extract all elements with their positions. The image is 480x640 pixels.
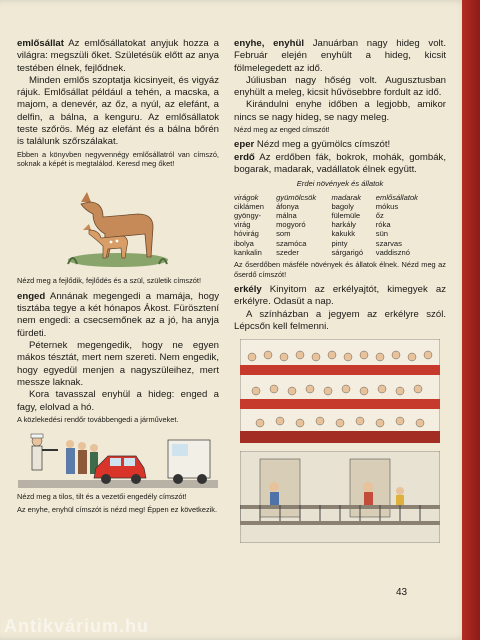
see-also: Az enyhe, enyhül címszót is nézd meg! Éppen ez következik. — [17, 504, 218, 514]
table-title: Erdei növények és állatok — [296, 179, 384, 189]
red-book-edge — [462, 0, 480, 640]
entry-text: Januárban nagy hideg volt. Február elején enyhült a hideg, kicsit fölmelegedett az idő. — [234, 38, 447, 74]
table-cell: pinty — [331, 238, 348, 248]
entry-emlosallat — [17, 38, 219, 75]
entry-text: Az erdőben fák, bokrok, mohák, gombák, bogarak, madarak, vadállatok élnek együtt. — [234, 151, 446, 176]
headword: eper — [234, 139, 255, 151]
table-cell: kakukk — [331, 229, 356, 239]
note: Ebben a könyvben negyvennégy emlősállatról van címszó, soknak a képét is megtalálod. Keresd meg őket! — [17, 149, 219, 169]
theatre-balcony-illustration — [240, 339, 440, 443]
watermark: Antikvárium.hu — [4, 616, 150, 636]
entry-text: Nézd meg a gyümölcs címszót! — [254, 139, 391, 151]
headword: enyhe, enyhül — [234, 38, 305, 49]
table-header-cell: madarak — [331, 192, 361, 202]
table-cell: hóvirág — [234, 229, 259, 239]
right-column — [234, 38, 446, 547]
table-row — [234, 239, 434, 248]
table-cell: sárgarigó — [331, 247, 364, 257]
see-also: Nézd meg az enged címszót! — [234, 125, 330, 135]
see-also: Az őserdőben másféle növények és állatok élnek. Nézd meg az őserdő címszót! — [234, 260, 446, 279]
caption: A közlekedési rendőr továbbengedi a járműveket. — [17, 414, 179, 424]
table-cell: bagoly — [331, 201, 354, 211]
entry-enyhe — [234, 38, 446, 75]
entry-text: Annának megengedi a mamája, hogy tisztába tegye a két hónapos Ákost. Fürösztení nem engedi: a csecsemőnek az a jó, ha anyja fürdeti. — [17, 290, 219, 339]
table-header-cell: virágok — [234, 192, 259, 202]
table-cell: áfonya — [276, 201, 299, 211]
deer-illustration — [63, 172, 173, 272]
table-cell: virág — [234, 220, 251, 230]
entry-enged — [17, 291, 219, 340]
see-also: Nézd meg a tilos, tilt és a vezetői engedély címszót! — [17, 492, 187, 502]
house-balcony-illustration — [240, 451, 440, 543]
see-also: Nézd meg a fejlődik, fejlődés és a szül, születik címszót! — [17, 276, 202, 286]
forest-table — [234, 193, 434, 257]
table-header-cell: gyümölcsök — [276, 192, 317, 202]
headword: erdő — [234, 151, 255, 163]
left-column — [17, 38, 219, 514]
table-row — [234, 229, 434, 238]
table-cell: szarvas — [375, 238, 402, 248]
table-cell: mókus — [375, 201, 399, 211]
entry-eper — [234, 139, 446, 151]
table-cell: kankalin — [234, 247, 262, 257]
paragraph: Kirándulni enyhe időben a legjobb, amikor nincs se nagy hideg, se nagy meleg. — [234, 99, 446, 123]
page-number: 43 — [396, 587, 408, 598]
table-row — [234, 202, 434, 211]
paragraph: Kora tavasszal enyhül a hideg: enged a fagy, elolvad a hó. — [17, 389, 219, 413]
table-header-row — [234, 193, 434, 202]
table-cell: gyöngy- — [234, 211, 262, 221]
table-cell: szeder — [276, 247, 299, 257]
entry-text: Kinyitom az erkélyajtót, kimegyek az erkélyre. Odasüt a nap. — [234, 283, 446, 308]
table-cell: sün — [375, 229, 389, 239]
traffic-police-illustration — [18, 428, 218, 488]
table-cell: som — [276, 229, 291, 239]
paragraph: Minden emlős szoptatja kicsinyeit, és vigyáz rájuk. Emlősállat például a tehén, a macska, a majom, a denevér, az őz, a nyúl, az elefánt, a delfin, a bálna, a kenguru. Az emlősállatok teste szőrös. Még az elefánt és a bálna bőrén is találunk szőrszálakat. — [17, 74, 219, 148]
table-cell: málna — [276, 211, 297, 221]
entry-text: Az emlősállatokat anyjuk hozza a világra: megszüli őket. Születésük előtt az anya testében élnek, fejlődnek. — [17, 38, 219, 74]
table-cell: vaddisznó — [375, 247, 410, 257]
table-cell: róka — [375, 220, 391, 230]
table-cell: mogyoró — [276, 220, 306, 230]
table-row — [234, 248, 434, 257]
table-row — [234, 211, 434, 220]
table-cell: ibolya — [234, 238, 254, 248]
table-cell: harkály — [331, 220, 356, 230]
entry-erdo — [234, 152, 446, 177]
table-cell: szamóca — [276, 238, 307, 248]
table-body — [234, 202, 434, 257]
table-header-cell: emlősállatok — [375, 192, 418, 202]
entry-erkely — [234, 284, 446, 309]
table-cell: fülemüle — [331, 211, 361, 221]
headword: erkély — [234, 283, 262, 295]
table-row — [234, 220, 434, 229]
paragraph: Péternek megengedik, hogy ne egyen mákos tésztát, mert nem szereti. Nem engedik, hogy egyedül menjen a nagyszüleihez, mert messze laknak. — [17, 340, 219, 388]
paragraph: Júliusban nagy hőség volt. Augusztusban enyhült a meleg, kicsit hűvösebbre fordult az idő. — [234, 74, 446, 99]
headword: emlősállat — [17, 38, 64, 49]
table-cell: őz — [375, 211, 384, 221]
paragraph: A színházban a jegyem az erkélyre szól. Lépcsőn kell felmenni. — [234, 308, 446, 332]
table-cell: ciklámen — [234, 201, 264, 211]
headword: enged — [17, 290, 46, 302]
